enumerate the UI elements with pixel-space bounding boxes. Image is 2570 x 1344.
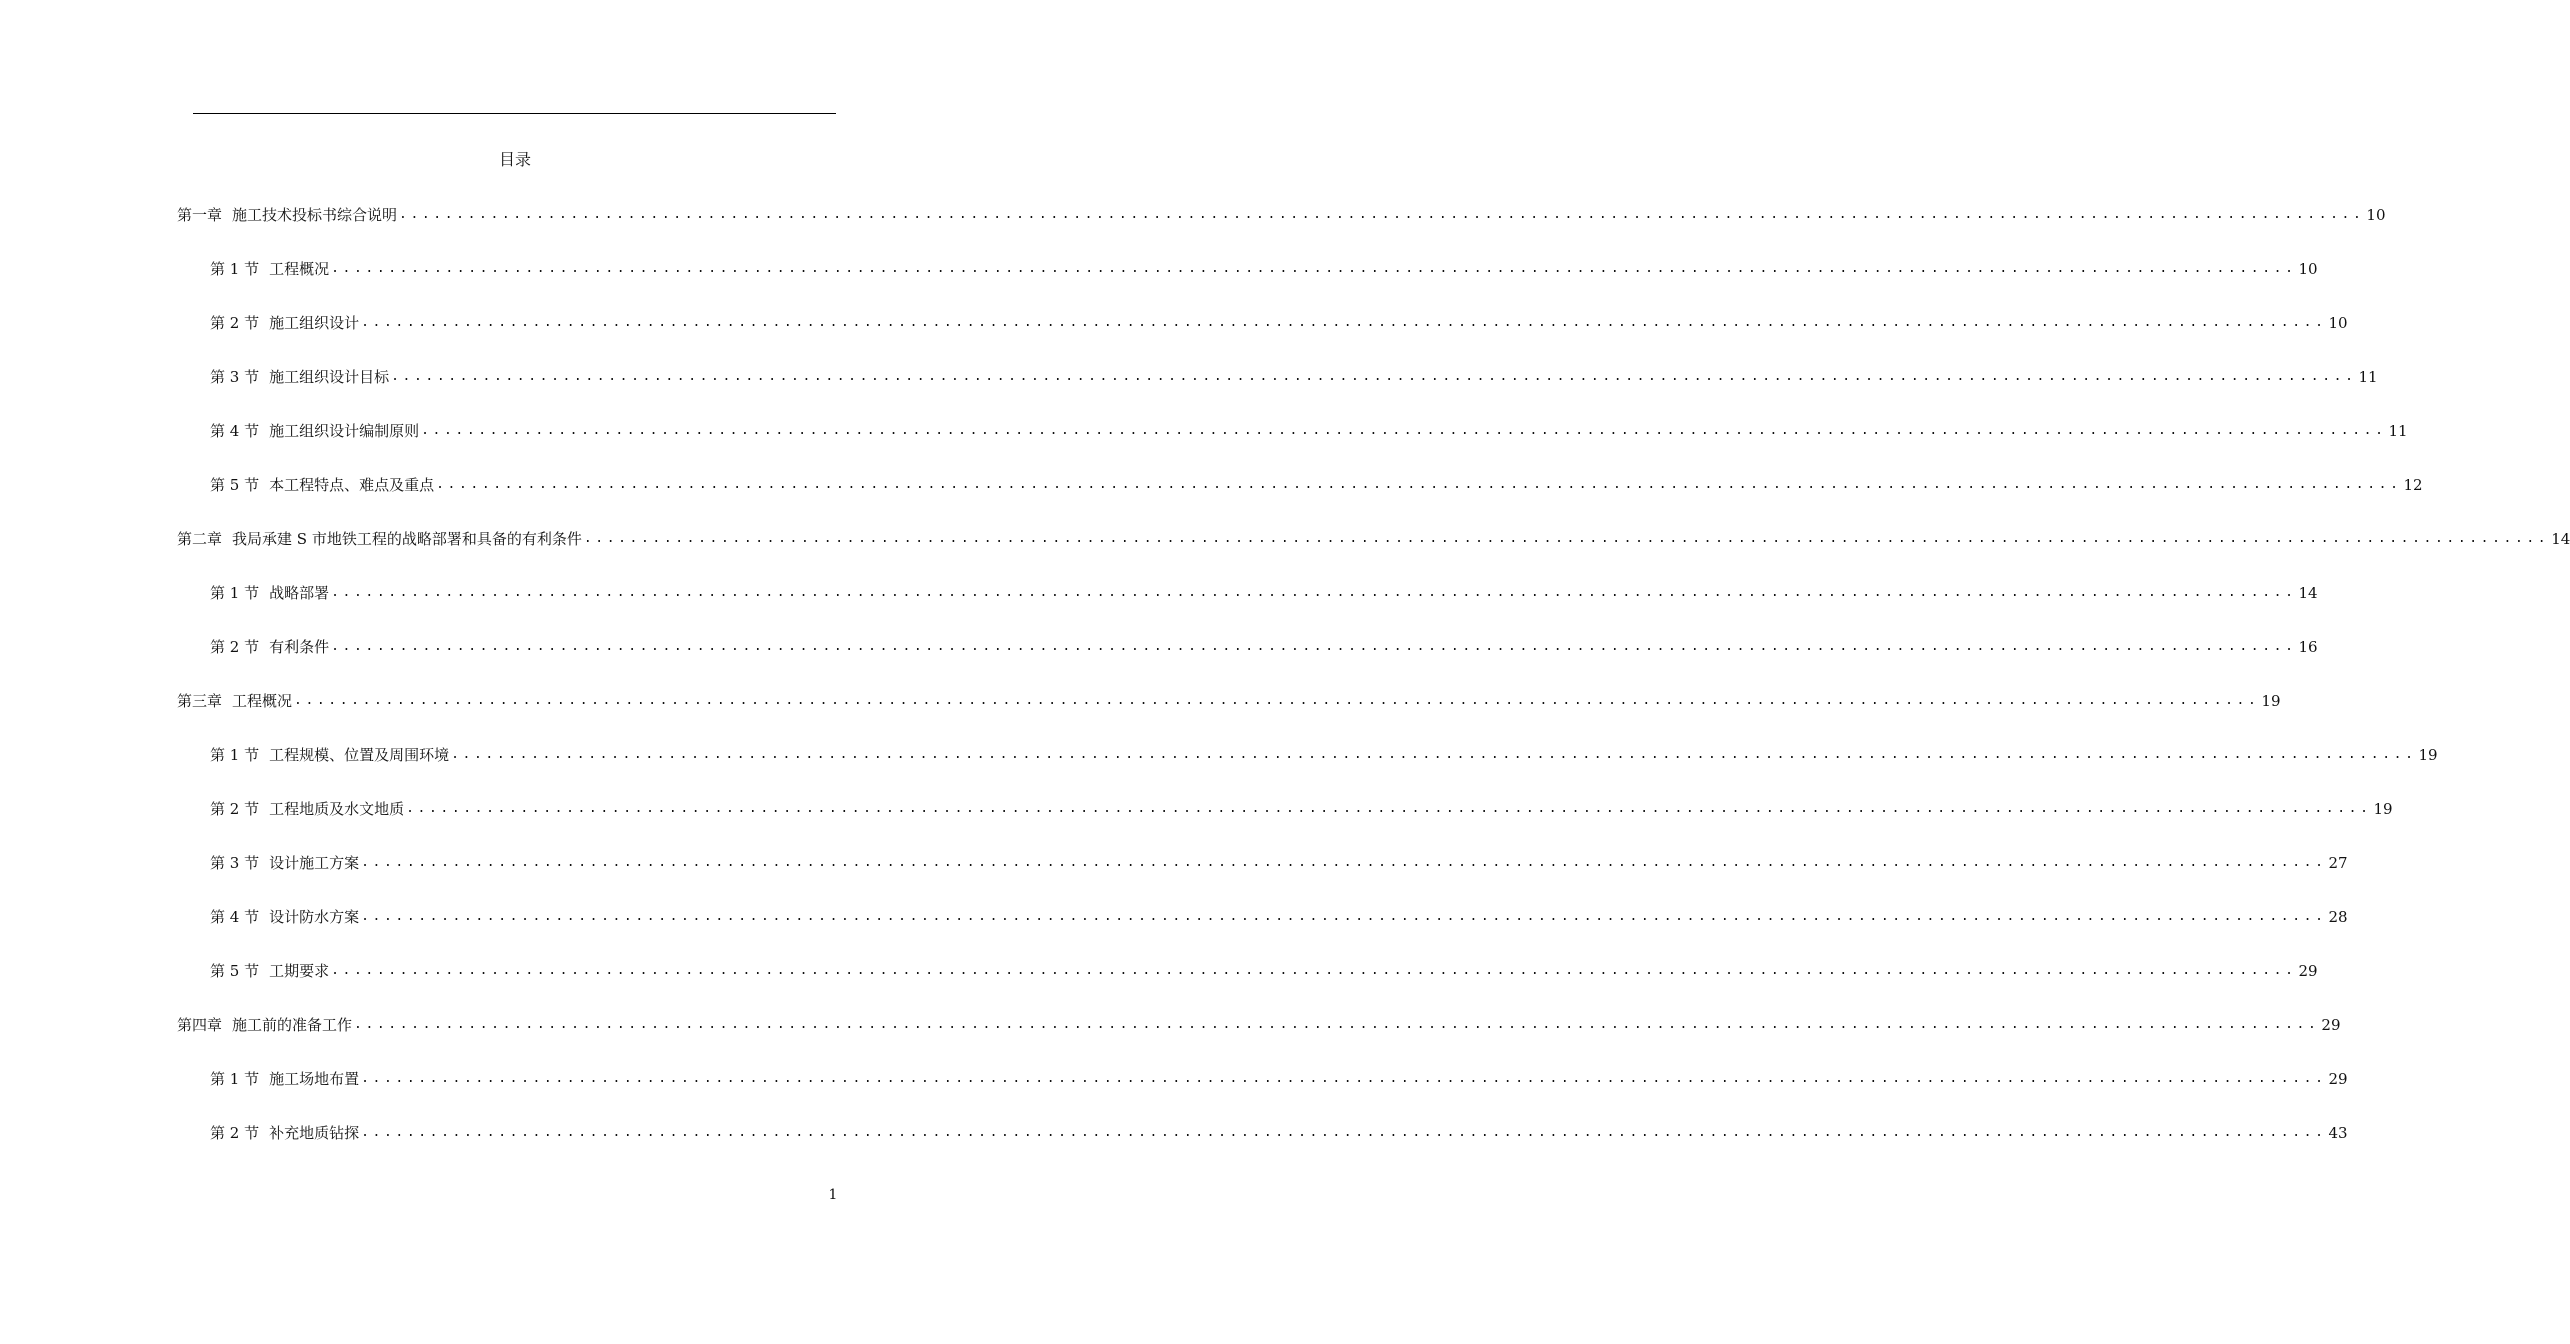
- entry-number: 第 2 节: [210, 314, 260, 332]
- toc-chapter-entry[interactable]: [177, 205, 2386, 225]
- toc-chapter-entry[interactable]: [177, 1015, 2341, 1035]
- entry-page-number: 14: [2298, 584, 2318, 602]
- entry-page-number: 11: [2388, 422, 2408, 440]
- dot-leader: ............................................................................................................................................................................: [354, 1017, 2320, 1032]
- entry-page-number: 14: [2551, 530, 2570, 548]
- entry-number: 第 1 节: [210, 260, 260, 278]
- entry-title: 工程概况: [232, 692, 293, 710]
- toc-chapter-entry[interactable]: [177, 529, 2570, 549]
- dot-leader: ............................................................................................................................................................................: [331, 585, 2297, 600]
- toc-section-entry[interactable]: [210, 583, 2318, 603]
- entry-number: 第 2 节: [210, 638, 260, 656]
- entry-page-number: 10: [2328, 314, 2348, 332]
- dot-leader: ............................................................................................................................................................................: [294, 693, 2260, 708]
- entry-page-number: 19: [2373, 800, 2393, 818]
- entry-number: 第 2 节: [210, 800, 260, 818]
- entry-number: 第 3 节: [210, 854, 260, 872]
- entry-title: 有利条件: [269, 638, 330, 656]
- dot-leader: ............................................................................................................................................................................: [399, 207, 2365, 222]
- entry-page-number: 19: [2261, 692, 2281, 710]
- toc-chapter-entry[interactable]: [177, 691, 2281, 711]
- dot-leader: ............................................................................................................................................................................: [331, 261, 2297, 276]
- toc-section-entry[interactable]: [210, 313, 2348, 333]
- entry-page-number: 29: [2321, 1016, 2341, 1034]
- entry-title: 施工组织设计: [269, 314, 360, 332]
- dot-leader: ............................................................................................................................................................................: [361, 315, 2327, 330]
- entry-page-number: 10: [2366, 206, 2386, 224]
- entry-number: 第 3 节: [210, 368, 260, 386]
- page-number: 1: [828, 1187, 838, 1203]
- dot-leader: ............................................................................................................................................................................: [361, 1125, 2327, 1140]
- entry-title: 本工程特点、难点及重点: [269, 476, 435, 494]
- toc-section-entry[interactable]: [210, 259, 2318, 279]
- dot-leader: ............................................................................................................................................................................: [361, 1071, 2327, 1086]
- toc-section-entry[interactable]: [210, 745, 2438, 765]
- entry-number: 第 5 节: [210, 962, 260, 980]
- toc-section-entry[interactable]: [210, 1069, 2348, 1089]
- entry-title: 补充地质钻探: [269, 1124, 360, 1142]
- toc-section-entry[interactable]: [210, 907, 2348, 927]
- dot-leader: ............................................................................................................................................................................: [583, 531, 2550, 546]
- toc-section-entry[interactable]: [210, 421, 2408, 441]
- entry-title: 施工组织设计编制原则: [269, 422, 420, 440]
- dot-leader: ............................................................................................................................................................................: [331, 639, 2297, 654]
- toc-section-entry[interactable]: [210, 475, 2423, 495]
- dot-leader: ............................................................................................................................................................................: [421, 423, 2387, 438]
- dot-leader: ............................................................................................................................................................................: [361, 909, 2327, 924]
- entry-page-number: 11: [2358, 368, 2378, 386]
- dot-leader: ............................................................................................................................................................................: [406, 801, 2372, 816]
- entry-number: 第三章: [177, 692, 223, 710]
- entry-title: 施工前的准备工作: [232, 1016, 353, 1034]
- entry-number: 第 4 节: [210, 422, 260, 440]
- dot-leader: ............................................................................................................................................................................: [361, 855, 2327, 870]
- entry-title: 设计施工方案: [269, 854, 360, 872]
- entry-page-number: 19: [2418, 746, 2438, 764]
- entry-number: 第 5 节: [210, 476, 260, 494]
- entry-number: 第 4 节: [210, 908, 260, 926]
- entry-title: 工程概况: [269, 260, 330, 278]
- entry-title: 工期要求: [269, 962, 330, 980]
- toc-section-entry[interactable]: [210, 853, 2348, 873]
- entry-page-number: 28: [2328, 908, 2348, 926]
- entry-number: 第 1 节: [210, 746, 260, 764]
- entry-number: 第 2 节: [210, 1124, 260, 1142]
- entry-page-number: 27: [2328, 854, 2348, 872]
- entry-title: 工程地质及水文地质: [269, 800, 405, 818]
- entry-title: 工程规模、位置及周围环境: [269, 746, 450, 764]
- dot-leader: ............................................................................................................................................................................: [451, 747, 2417, 762]
- toc-section-entry[interactable]: [210, 637, 2318, 657]
- entry-number: 第四章: [177, 1016, 223, 1034]
- toc-title: 目录: [498, 150, 531, 169]
- entry-page-number: 10: [2298, 260, 2318, 278]
- dot-leader: ............................................................................................................................................................................: [436, 477, 2402, 492]
- entry-title: 施工组织设计目标: [269, 368, 390, 386]
- entry-title: 我局承建 S 市地铁工程的战略部署和具备的有利条件: [232, 530, 582, 548]
- toc-section-entry[interactable]: [210, 799, 2393, 819]
- entry-title: 设计防水方案: [269, 908, 360, 926]
- dot-leader: ............................................................................................................................................................................: [331, 963, 2297, 978]
- entry-number: 第 1 节: [210, 584, 260, 602]
- entry-page-number: 29: [2298, 962, 2318, 980]
- entry-page-number: 43: [2328, 1124, 2348, 1142]
- entry-number: 第二章: [177, 530, 223, 548]
- entry-page-number: 16: [2298, 638, 2318, 656]
- toc-section-entry[interactable]: [210, 367, 2378, 387]
- toc-section-entry[interactable]: [210, 1123, 2348, 1143]
- dot-leader: ............................................................................................................................................................................: [391, 369, 2357, 384]
- toc-section-entry[interactable]: [210, 961, 2318, 981]
- entry-title: 施工场地布置: [269, 1070, 360, 1088]
- entry-title: 战略部署: [269, 584, 330, 602]
- entry-number: 第一章: [177, 206, 223, 224]
- header-rule: [193, 113, 836, 114]
- entry-page-number: 12: [2403, 476, 2423, 494]
- entry-page-number: 29: [2328, 1070, 2348, 1088]
- entry-title: 施工技术投标书综合说明: [232, 206, 398, 224]
- entry-number: 第 1 节: [210, 1070, 260, 1088]
